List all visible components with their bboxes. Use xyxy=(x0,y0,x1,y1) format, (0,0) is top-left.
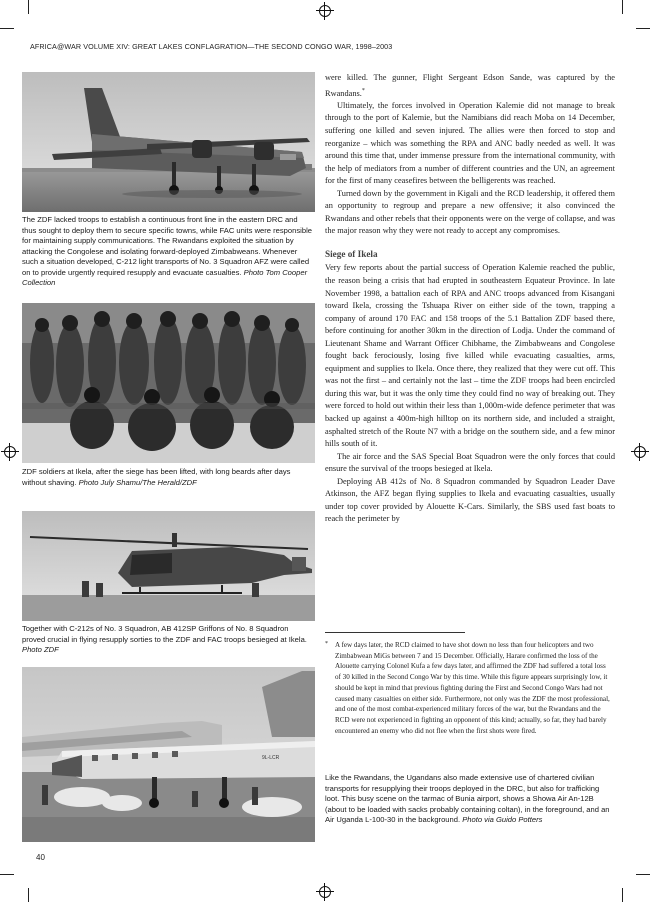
caption-3-credit: Photo ZDF xyxy=(22,645,59,654)
caption-1-text: The ZDF lacked troops to establish a continuous front line in the eastern DRC and thus sought to deploy them to secure specific towns, while FAC units were responsible for maintaining supply communications. The Rwandans exploited the situation by attacking the Congolese and isolating forward-deployed Zimbabweans. Whenever such a situation developed, C-212 light transports of No. 3 Squadron AFZ were called on to provide urgently required resupply and evacuate casualties. xyxy=(22,215,312,277)
an12-aircraft-image xyxy=(22,667,315,842)
registration-mark-top xyxy=(319,5,331,17)
photo-caption-4 xyxy=(325,773,610,826)
paragraph-1-text: were killed. The gunner, Flight Sergeant Edson Sande, was captured by the Rwandans. xyxy=(325,73,615,98)
photo-caption-3 xyxy=(22,624,312,656)
paragraph-3: Turned down by the government in Kigali and the RCD leadership, it offered them an opportunity to regroup and prepare a new offensive; it also convinced the Rwandans and other rebels that their opponents were on the verge of collapse, and was the major reason why they were not ready to accept any compromises. xyxy=(325,188,615,236)
footnote xyxy=(325,640,610,736)
crop-mark-bottom-left-h xyxy=(0,874,14,875)
crop-mark-bottom-right-v xyxy=(622,888,623,902)
registration-mark-bottom xyxy=(319,886,331,898)
crop-mark-bottom-right-h xyxy=(636,874,650,875)
running-head: AFRICA@WAR VOLUME XIV: GREAT LAKES CONFLAGRATION—THE SECOND CONGO WAR, 1998–2003 xyxy=(30,42,393,51)
crop-mark-top-right-h xyxy=(636,28,650,29)
footnote-text: A few days later, the RCD claimed to have shot down no less than four helicopters and two Zimbabwean MiGs between 7 and 15 December. Officially, Harare confirmed the loss of the Alouette carrying Colonel Kufa a few days later, and affirmed the ZDF had suffered a total loss of 30 killed in the Second Congo War by this time. While this figure appears surprisingly low, it should be kept in mind that previous fighting during the First and Second Congo Wars had not caused many casualties on either side. Furthermore, not only was the ZDF the most professional, and one of the most combat-experienced military forces of the war, but the Rwandans and the RCD were not experienced in fighting an opponent of this kind; actually, so far, they had barely encountered an enemy who did not flee when the first shots were fired. xyxy=(335,641,610,735)
paragraph-2: Ultimately, the forces involved in Operation Kalemie did not manage to break through to the port of Kalemie, but the Namibians did reach Moba on 14 December, suffering one killed and seven injured. The allies were then forced to stop and reorganize – which was something the RPA and ANC badly needed as well. It was around this time that, under immense pressure from the international community, with the help of mediators from a number of different countries and the UN, an agreement for the first of many ceasefires between the belligerents was reached. xyxy=(325,100,615,186)
paragraph-4: Very few reports about the partial success of Operation Kalemie reached the public, the reason being a crisis that had erupted in southeastern Equateur Province. In late November 1998, a battalion each of RPA and ANC troops advanced from Kisangani toward Ikela, crossing the Tshuapa River on either side of the town, trapping a company of around 170 FAC and 158 troops of the 5.1 Battalion ZDF based there, before continuing for another 30km in the direction of Lodja. Under the command of Lieutenant Shame and Warrant Officer Chibhame, the Zimbabweans and Congolese fought back ferociously, losing five killed while evacuating casualties, arms, equipment and supplies to Ikela. Once there, they realized that they were cut off. This was not the first – and certainly not the last – time the ZDF troops had been encircled during this war, but it was the only time they could find no way of breaking out. They were forced to hold out within their less than 1,000m-wide defence perimeter that was backed up against a 400m-high hilltop on its northern side, and included a straight, asphalted stretch of the Route N7 with a bridge on the southern side, and a few minor hills south of it. xyxy=(325,263,615,449)
crop-mark-top-left-h xyxy=(0,28,14,29)
aircraft-registration: 9L-LCR xyxy=(262,755,280,761)
caption-1-credit: Photo Tom Cooper Collection xyxy=(22,267,308,287)
footnote-mark: * xyxy=(325,641,328,647)
zdf-soldiers-image xyxy=(22,303,315,463)
page-number: 40 xyxy=(36,853,45,862)
article-column xyxy=(325,72,615,526)
caption-2-credit: Photo July Shamu/The Herald/ZDF xyxy=(78,477,197,487)
footnote-rule xyxy=(325,632,465,633)
photo-c212-transport xyxy=(22,72,315,212)
registration-mark-left xyxy=(4,446,16,458)
photo-an12-bunia xyxy=(22,667,315,842)
ab412-helicopter-image xyxy=(22,511,315,621)
footnote-reference[interactable]: * xyxy=(361,87,365,94)
caption-3-text: Together with C-212s of No. 3 Squadron, AB 412SP Griffons of No. 8 Squadron proved crucial in flying resupply sorties to the ZDF and FAC troops besieged at Ikela. xyxy=(22,624,307,644)
section-heading: Siege of Ikela xyxy=(325,248,378,259)
photo-zdf-soldiers xyxy=(22,303,315,463)
caption-4-text: Like the Rwandans, the Ugandans also made extensive use of chartered civilian transports for resupplying their troops deployed in the DRC, but also for trafficking loot. This busy scene on the tarmac of Bunia airport, shows a Showa Air An-12B (about to be loaded with sacks probably containing coltan), in the foreground, and an Air Uganda L-100-30 in the background. xyxy=(325,773,610,824)
photo-ab412-helicopter xyxy=(22,511,315,621)
crop-mark-top-left-v xyxy=(28,0,29,14)
caption-2-text: ZDF soldiers at Ikela, after the siege has been lifted, with long beards after days without shaving. xyxy=(22,467,291,487)
crop-mark-bottom-left-v xyxy=(28,888,29,902)
paragraph-1 xyxy=(325,72,615,100)
crop-mark-top-right-v xyxy=(622,0,623,14)
registration-mark-right xyxy=(634,446,646,458)
photo-caption-2 xyxy=(22,467,312,488)
c212-aircraft-image xyxy=(22,72,315,212)
paragraph-6: Deploying AB 412s of No. 8 Squadron commanded by Squadron Leader Dave Atkinson, the AFZ began flying supplies to Ikela and evacuating casualties, usually under top cover provided by Alouette K-Cars. Similarly, the SBS used fast boats to reach the perimeter by xyxy=(325,476,615,524)
photo-caption-1 xyxy=(22,215,312,289)
caption-4-credit: Photo via Guido Potters xyxy=(462,815,543,824)
paragraph-5: The air force and the SAS Special Boat Squadron were the only forces that could ensure the survival of the troops besieged at Ikela. xyxy=(325,451,615,474)
